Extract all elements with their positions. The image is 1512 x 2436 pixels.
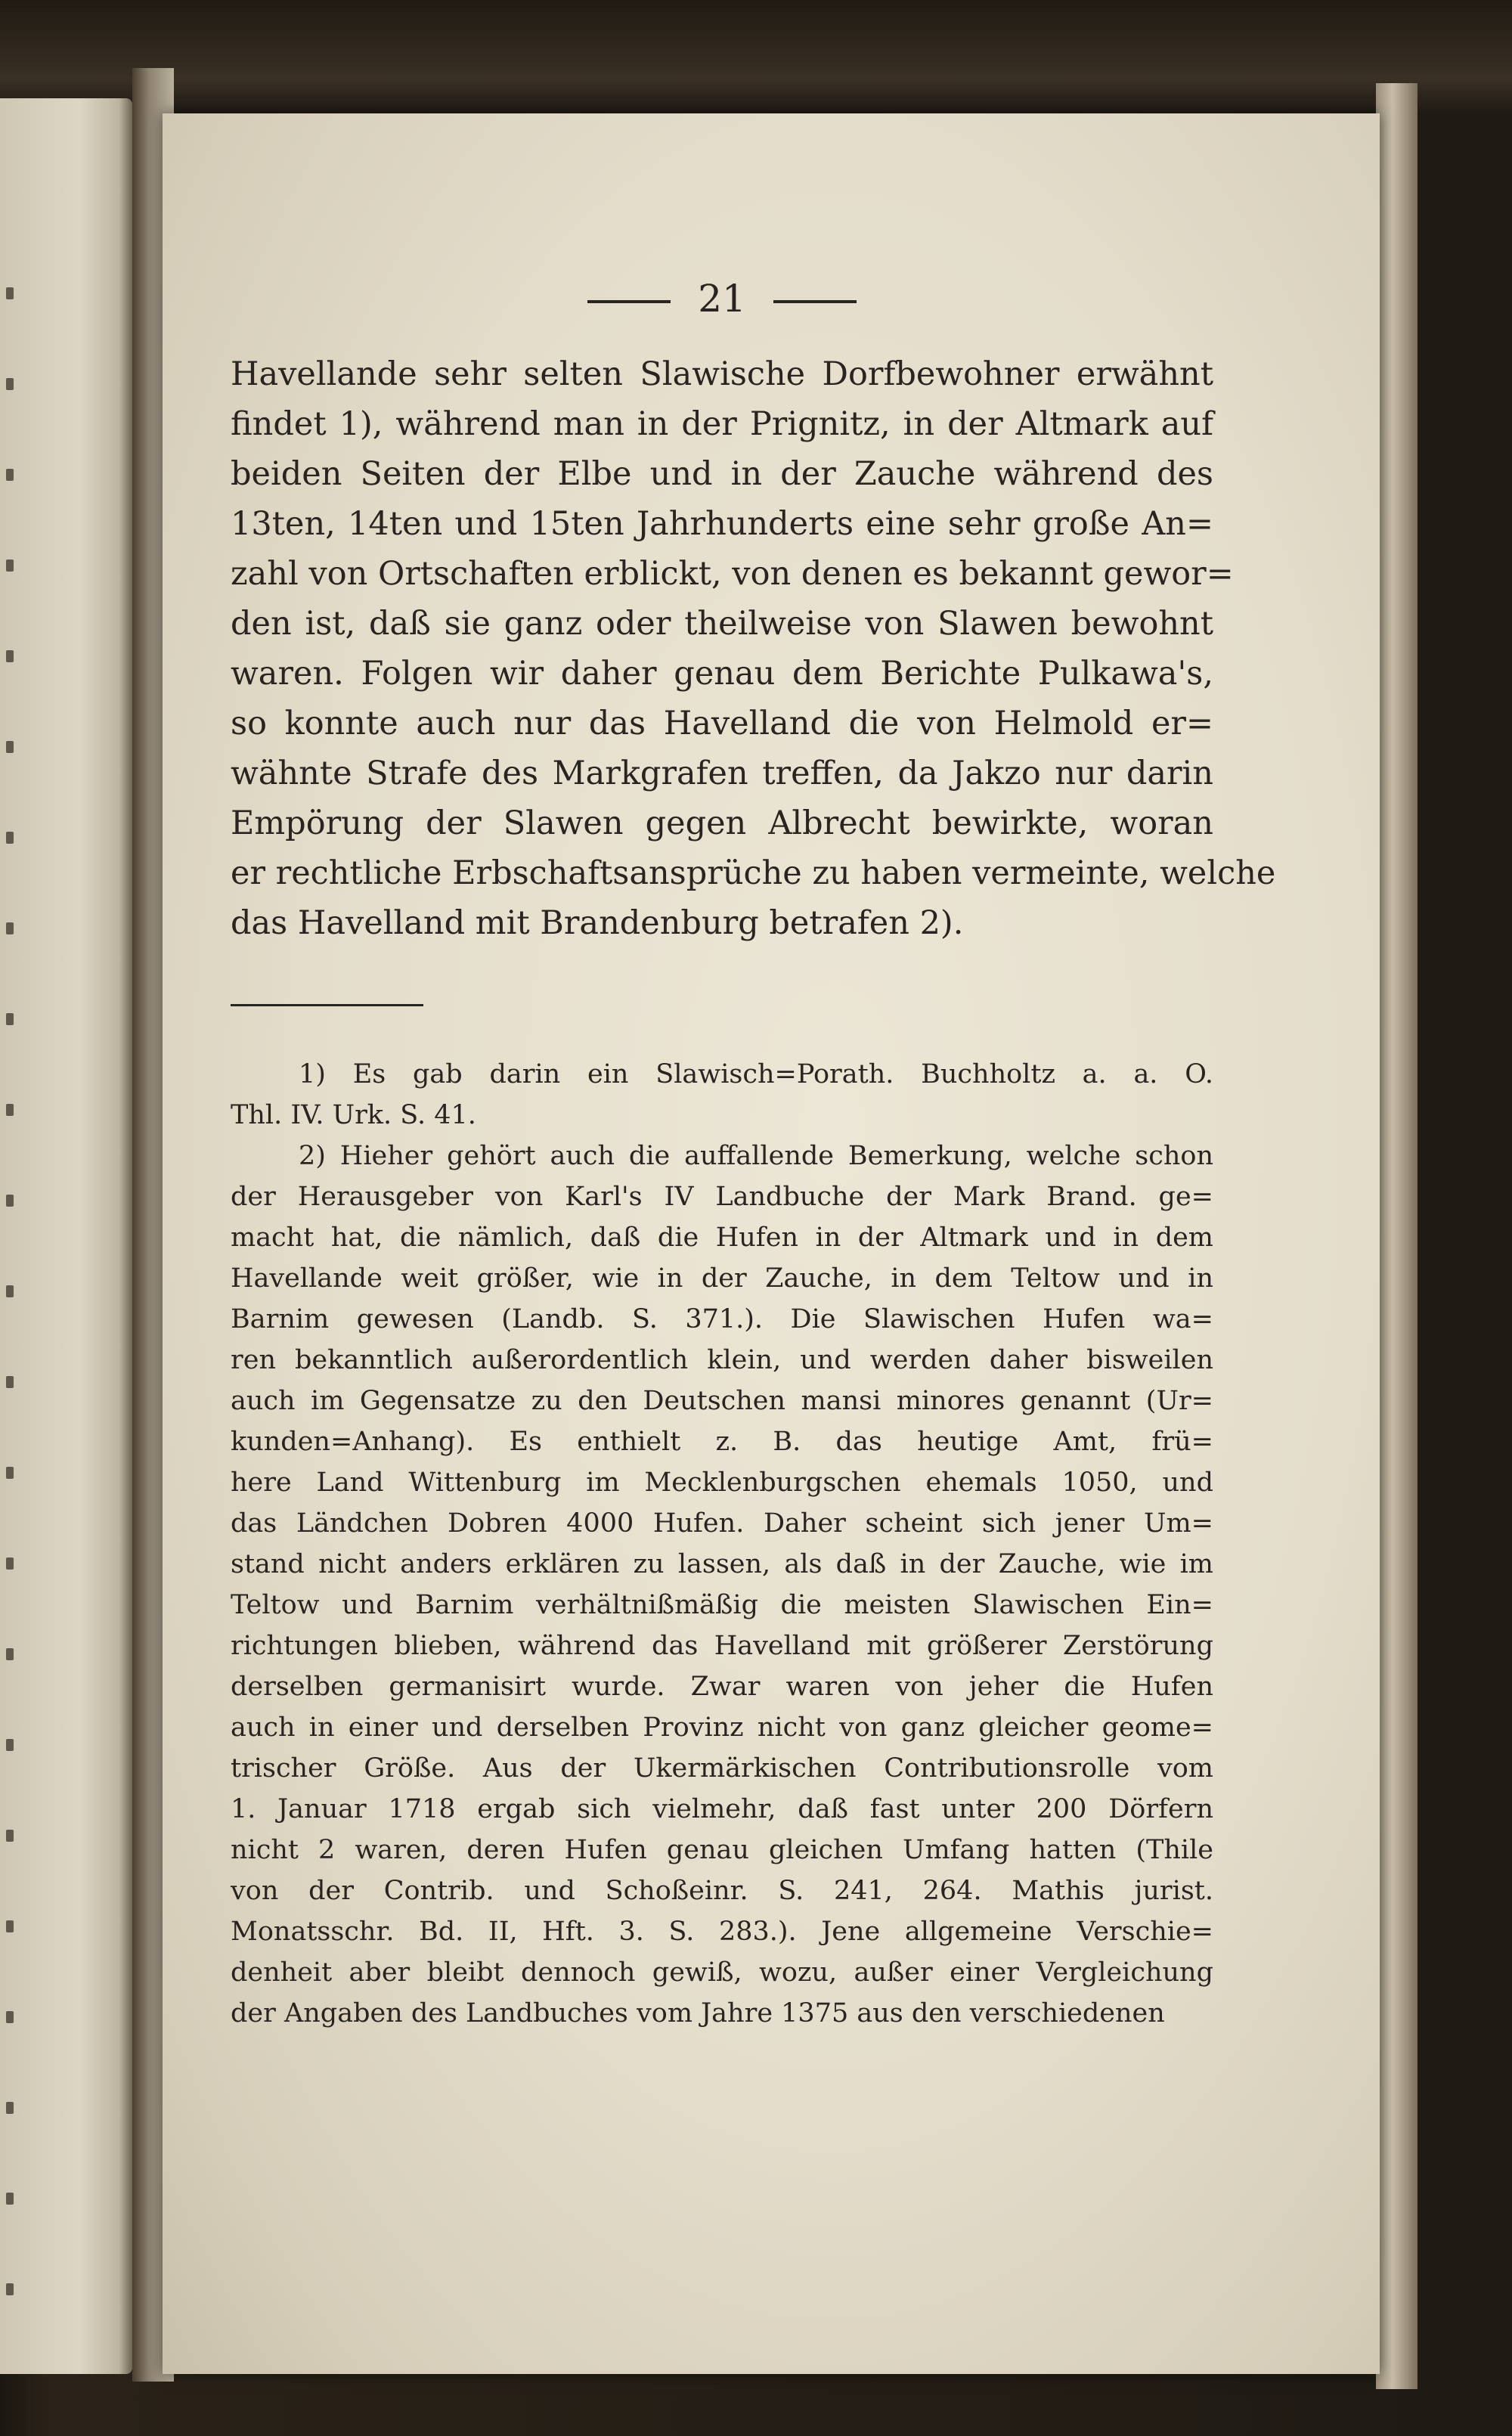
body-line: so konnte auch nur das Havelland die von Helmold er= (231, 705, 1213, 742)
body-line: Empörung der Slawen gegen Albrecht bewirkte, woran (231, 804, 1213, 842)
footnote-line: Thl. IV. Urk. S. 41. (231, 1100, 476, 1130)
book-page-edges (1376, 83, 1418, 2389)
body-line: beiden Seiten der Elbe und in der Zauche während des (231, 455, 1213, 493)
body-line: er rechtliche Erbschaftsansprüche zu haben vermeinte, welche (231, 854, 1276, 892)
footnote-line: der Angaben des Landbuches vom Jahre 1375 aus den verschiedenen (231, 1998, 1165, 2028)
footnote-line: denheit aber bleibt dennoch gewiß, wozu, außer einer Vergleichung (231, 1957, 1213, 1988)
body-line: 13ten, 14ten und 15ten Jahrhunderts eine sehr große An= (231, 505, 1213, 543)
body-line: findet 1), während man in der Prignitz, in der Altmark auf (231, 405, 1213, 443)
left-facing-page-edge (0, 98, 132, 2374)
footnote-rule (231, 1004, 423, 1006)
body-line: zahl von Ortschaften erblickt, von denen es bekannt gewor= (231, 555, 1234, 593)
footnote-line: der Herausgeber von Karl's IV Landbuche der Mark Brand. ge= (231, 1182, 1213, 1212)
footnote-line: auch im Gegensatze zu den Deutschen mansi minores genannt (Ur= (231, 1386, 1213, 1416)
body-line: waren. Folgen wir daher genau dem Berichte Pulkawa's, (231, 655, 1213, 693)
header-dash-left (587, 300, 671, 303)
footnote-line: 1) Es gab darin ein Slawisch=Porath. Buchholtz a. a. O. (299, 1059, 1213, 1089)
header-dash-right (773, 300, 857, 303)
body-line: wähnte Strafe des Markgrafen treffen, da Jakzo nur darin (231, 755, 1213, 792)
footnote-line: ren bekanntlich außerordentlich klein, und werden daher bisweilen (231, 1345, 1213, 1375)
footnote-line: trischer Größe. Aus der Ukermärkischen Contributionsrolle vom (231, 1753, 1213, 1784)
footnote-line: Havellande weit größer, wie in der Zauche, in dem Teltow und in (231, 1263, 1213, 1294)
page-number: 21 (698, 277, 746, 321)
footnote-line: das Ländchen Dobren 4000 Hufen. Daher scheint sich jener Um= (231, 1508, 1213, 1539)
footnote-line: nicht 2 waren, deren Hufen genau gleichen Umfang hatten (Thile (231, 1835, 1213, 1865)
footnote-line: Monatsschr. Bd. II, Hft. 3. S. 283.). Jene allgemeine Verschie= (231, 1917, 1213, 1947)
footnote-line: Barnim gewesen (Landb. S. 371.). Die Slawischen Hufen wa= (231, 1304, 1213, 1334)
footnote-line: stand nicht anders erklären zu lassen, als daß in der Zauche, wie im (231, 1549, 1213, 1579)
footnote-line: 1. Januar 1718 ergab sich vielmehr, daß fast unter 200 Dörfern (231, 1794, 1213, 1824)
footnote-line: kunden=Anhang). Es enthielt z. B. das heutige Amt, frü= (231, 1427, 1213, 1457)
body-line: das Havelland mit Brandenburg betrafen 2). (231, 904, 964, 942)
footnote-line: auch in einer und derselben Provinz nicht von ganz gleicher geome= (231, 1712, 1213, 1743)
footnote-line: richtungen blieben, während das Havelland mit größerer Zerstörung (231, 1631, 1213, 1661)
body-line: Havellande sehr selten Slawische Dorfbewohner erwähnt (231, 355, 1213, 393)
footnote-line: Teltow und Barnim verhältnißmäßig die meisten Slawischen Ein= (231, 1590, 1213, 1620)
body-line: den ist, daß sie ganz oder theilweise von Slawen bewohnt (231, 605, 1213, 643)
page-header (231, 272, 1213, 325)
footnote-line: derselben germanisirt wurde. Zwar waren von jeher die Hufen (231, 1672, 1213, 1702)
footnote-line: here Land Wittenburg im Mecklenburgschen ehemals 1050, und (231, 1467, 1213, 1498)
scan-background (0, 0, 1512, 113)
footnote-line: macht hat, die nämlich, daß die Hufen in der Altmark und in dem (231, 1223, 1213, 1253)
footnote-line: 2) Hieher gehört auch die auffallende Bemerkung, welche schon (299, 1141, 1213, 1171)
footnote-line: von der Contrib. und Schoßeinr. S. 241, 264. Mathis jurist. (231, 1876, 1213, 1906)
